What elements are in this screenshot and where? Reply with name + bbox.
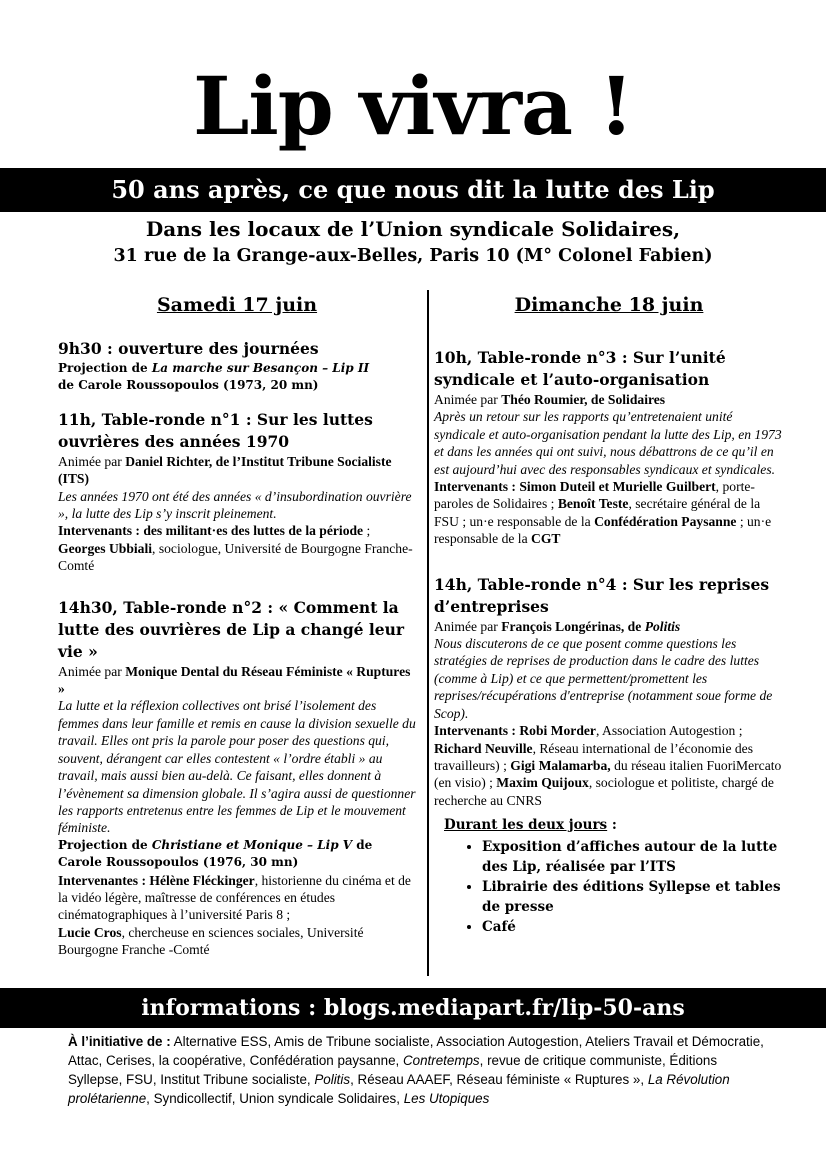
speakers-label: Intervenantes : Hélène Fléckinger (58, 872, 255, 888)
moderator-line (58, 663, 416, 698)
speaker-affiliation: , secrétaire général de la FSU ; un·e responsable de la (434, 496, 761, 529)
session-description: Les années 1970 ont été des années « d’insubordination ouvrière », la lutte des Lip s’y inscrit pleinement. (58, 488, 412, 522)
footer-italic: Les Utopiques (403, 1091, 490, 1106)
speaker-affiliation: , sociologue, Université de Bourgogne Franche-Comté (58, 540, 413, 574)
footer-text: , Syndicollectif, Union syndicale Solidaires, (146, 1091, 404, 1106)
saturday-column (58, 290, 416, 959)
moderator-prefix: Animée par (434, 392, 502, 407)
projection-line (58, 837, 416, 872)
sunday-session-2 (434, 574, 784, 809)
footer-italic: Contretemps (402, 1053, 480, 1068)
saturday-day-title: Samedi 17 juin (156, 294, 318, 316)
both-days-list (444, 837, 784, 937)
session-description: Après un retour sur les rapports qu’entretenaient unité syndicale et auto-organisation pendant la lutte des Lip, en 1973 et dans les années qui ont suivi, nous débattrons de ce qu’il en est aujourd’hui avec des responsables syndicaux et syndicales. (434, 409, 782, 477)
both-days-colon: : (607, 817, 617, 834)
speaker-name: Georges Ubbiali (58, 540, 153, 556)
sunday-day-title: Dimanche 18 juin (514, 294, 704, 316)
both-days-label (444, 815, 784, 835)
venue (0, 216, 826, 270)
speakers-label: Intervenants : Simon Duteil et Murielle Guilbert (434, 479, 716, 495)
organisation-name: CGT (531, 531, 561, 547)
poster-title: Lip vivra ! (193, 59, 633, 153)
speakers-label: Intervenants : Robi Morder (434, 723, 596, 739)
footer-text: , Réseau AAAEF, Réseau féministe « Ruptures », (350, 1072, 648, 1087)
session-description: Nous discuterons de ce que posent comme questions les stratégies de reprises de production dans le cadre des luttes (comme à Lip) et ce que permettent/promettent les reprises/récupérations d'entreprise (notamment soue forme de Scop). (434, 636, 773, 721)
info-band: informations : blogs.mediapart.fr/lip-50-ans (0, 988, 826, 1028)
footer-organisers (68, 1032, 768, 1108)
subtitle-band: 50 ans après, ce que nous dit la lutte des Lip (0, 168, 826, 212)
speaker-affiliation: , Réseau international de l’économie des travailleurs) ; (434, 740, 754, 773)
speaker-affiliation: ; un·e responsable de la (434, 513, 772, 547)
session-heading: 9h30 : ouverture des journées (58, 339, 319, 358)
session-description: La lutte et la réflexion collectives ont brisé l’isolement des femmes dans leur famille et remis en cause la division sexuelle du travail. Elles ont pris la parole pour poser des questions qui, souvent, dérangent car elles contestent « l’ordre établi » au travail, mais aussi bien au-delà. Ce faisant, elles donnent à l’évènement sa dimension globale. Il s’agira aussi de questionner les rapports entretenus entre les femmes de Lip et le mouvement féministe. (58, 698, 416, 836)
film-title: La marche sur Besançon – Lip II (151, 361, 370, 375)
session-heading: 10h, Table-ronde n°3 : Sur l’unité syndicale et l’auto-organisation (434, 348, 726, 389)
speakers-line (58, 522, 416, 574)
session-heading: 14h30, Table-ronde n°2 : « Comment la lutte des ouvrières de Lip a changé leur vie » (58, 597, 405, 661)
sunday-session-1 (434, 347, 784, 548)
session-heading: 11h, Table-ronde n°1 : Sur les luttes ouvrières des années 1970 (58, 409, 373, 451)
footer-italic: Politis (314, 1072, 351, 1087)
venue-line-1: Dans les locaux de l’Union syndicale Solidaires, (145, 217, 681, 241)
speaker-name: Lucie Cros (58, 924, 122, 940)
speaker-name: Gigi Malamarba, (510, 757, 611, 773)
speaker-name: Maxim Quijoux (496, 775, 589, 791)
moderator-name: François Longérinas, de (501, 618, 645, 634)
speaker-affiliation: , sociologue et politiste, chargé de recherche au CNRS (434, 775, 774, 808)
footer-text: Alternative ESS, Amis de Tribune socialiste, Association Autogestion, Ateliers Travail et Démocratie, Attac, Cerises, la coopérative, Confédération paysanne, (68, 1034, 764, 1068)
moderator-prefix: Animée par (434, 618, 502, 634)
moderator-line (434, 391, 784, 408)
saturday-session-2 (58, 409, 416, 575)
moderator-name: Daniel Richter, de l’Institut Tribune Socialiste (ITS) (58, 453, 392, 487)
sunday-column (434, 290, 784, 937)
column-divider (427, 290, 429, 976)
publication-name: Politis (644, 618, 681, 634)
speaker-affiliation: , chercheuse en sciences sociales, Université Bourgogne Franche -Comté (58, 924, 364, 958)
speakers-label: Intervenants : des militant·es des luttes de la période (58, 523, 364, 539)
footer-text: , revue de critique communiste, Éditions Syllepse, FSU, Institut Tribune socialiste, (68, 1053, 718, 1087)
list-item: • Café (482, 917, 784, 937)
speaker-name: Richard Neuville (434, 740, 533, 756)
speakers-line (58, 872, 416, 959)
moderator-line (58, 453, 416, 488)
speakers-text: ; (363, 523, 371, 539)
moderator-name: Théo Roumier, de Solidaires (501, 392, 666, 407)
speaker-affiliation: du réseau italien FuoriMercato (en visio) ; (434, 757, 782, 791)
speaker-affiliation: , porte-paroles de Solidaires ; (434, 479, 755, 512)
projection-line (58, 360, 416, 395)
both-days-heading: Durant les deux jours (444, 817, 608, 834)
moderator-line (434, 618, 784, 635)
projection-credits: de Carole Roussopoulos (1976, 30 mn) (58, 837, 373, 870)
session-heading: 14h, Table-ronde n°4 : Sur les reprises d’entreprises (434, 574, 770, 616)
saturday-session-1 (58, 338, 416, 395)
projection-prefix: Projection de (58, 837, 152, 852)
speakers-line (434, 722, 784, 809)
list-item: • Librairie des éditions Syllepse et tables de presse (482, 877, 784, 917)
speakers-line (434, 478, 784, 548)
list-item: • Exposition d’affiches autour de la lutte des Lip, réalisée par l’ITS (482, 837, 784, 877)
moderator-prefix: Animée par (58, 453, 126, 469)
moderator-name: Monique Dental du Réseau Féministe « Ruptures » (58, 663, 411, 697)
projection-prefix: Projection de (58, 361, 152, 375)
moderator-prefix: Animée par (58, 663, 126, 679)
speaker-name: Benoît Teste (557, 496, 629, 512)
speaker-affiliation: , Association Autogestion ; (595, 723, 743, 739)
film-title: Christiane et Monique – Lip V (151, 837, 353, 852)
both-days-section (444, 815, 784, 937)
speaker-affiliation: , historienne du cinéma et de la vidéo légère, maîtresse de conférences en études cinématographiques à l’université Paris 8 ; (58, 872, 411, 923)
organisation-name: Confédération Paysanne (594, 513, 737, 529)
saturday-session-3 (58, 597, 416, 959)
venue-line-2: 31 rue de la Grange-aux-Belles, Paris 10 (M° Colonel Fabien) (113, 246, 713, 266)
footer-italic: La Révolution prolétarienne (68, 1072, 730, 1106)
footer-label: À l’initiative de : (68, 1034, 171, 1049)
projection-credits: de Carole Roussopoulos (1973, 20 mn) (58, 378, 319, 393)
